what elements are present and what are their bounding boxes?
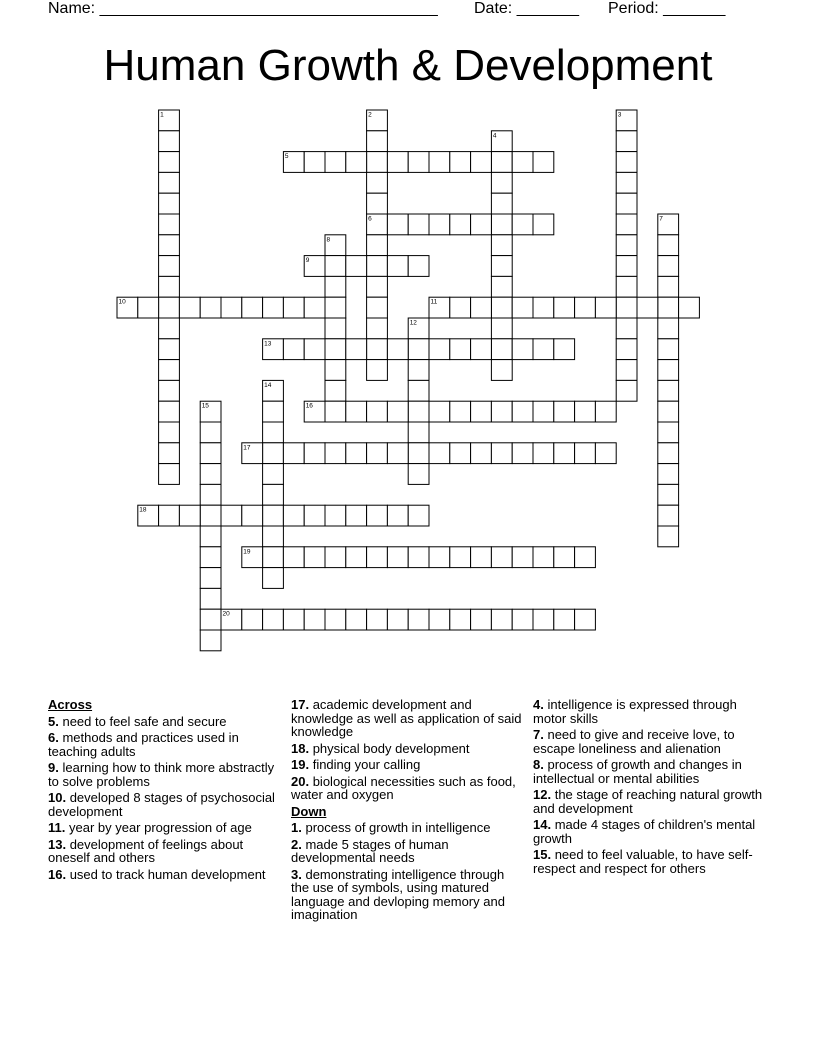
grid-cell[interactable] bbox=[283, 297, 304, 318]
grid-cell[interactable] bbox=[616, 235, 637, 256]
grid-cell[interactable] bbox=[159, 505, 180, 526]
grid-cell[interactable] bbox=[533, 609, 554, 630]
grid-cell[interactable] bbox=[575, 547, 596, 568]
grid-cell[interactable] bbox=[325, 276, 346, 297]
grid-cell[interactable] bbox=[346, 547, 367, 568]
clue-across-20: 20. biological necessities such as food, water and oxygen bbox=[291, 773, 516, 802]
grid-cell[interactable] bbox=[346, 401, 367, 422]
grid-cell[interactable] bbox=[429, 339, 450, 360]
grid-cell[interactable] bbox=[554, 547, 575, 568]
grid-cell[interactable] bbox=[658, 464, 679, 485]
grid-cell[interactable] bbox=[346, 256, 367, 277]
grid-cell[interactable] bbox=[263, 568, 284, 589]
grid-cell[interactable] bbox=[387, 256, 408, 277]
grid-cell[interactable] bbox=[616, 360, 637, 381]
grid-number: 3 bbox=[617, 111, 622, 119]
grid-cell[interactable] bbox=[616, 172, 637, 193]
grid-cell[interactable] bbox=[512, 443, 533, 464]
grid-cell[interactable] bbox=[304, 609, 325, 630]
grid-cell[interactable] bbox=[429, 443, 450, 464]
grid-cell[interactable] bbox=[367, 131, 388, 152]
down-heading: Down bbox=[291, 803, 327, 819]
name-field[interactable]: Name: ______________________________________ bbox=[48, 0, 438, 17]
grid-cell[interactable] bbox=[491, 339, 512, 360]
grid-cell[interactable] bbox=[616, 214, 637, 235]
grid-cell[interactable] bbox=[575, 297, 596, 318]
clue-down-2: 2. made 5 stages of human developmental needs bbox=[291, 836, 449, 865]
grid-number: 9 bbox=[305, 257, 310, 265]
clue-across-6: 6. methods and practices used in teaching adults bbox=[48, 730, 239, 759]
grid-number: 4 bbox=[492, 132, 497, 140]
grid-number: 17 bbox=[243, 444, 251, 452]
grid-cell[interactable] bbox=[304, 152, 325, 173]
grid-cell[interactable] bbox=[658, 484, 679, 505]
grid-cell[interactable] bbox=[450, 339, 471, 360]
grid-cell[interactable] bbox=[491, 609, 512, 630]
grid-cell[interactable] bbox=[533, 443, 554, 464]
grid-cell[interactable] bbox=[429, 214, 450, 235]
grid-cell[interactable] bbox=[450, 609, 471, 630]
grid-cell[interactable] bbox=[512, 152, 533, 173]
grid-cell[interactable] bbox=[200, 297, 221, 318]
grid-cell[interactable] bbox=[554, 609, 575, 630]
grid-cell[interactable] bbox=[491, 297, 512, 318]
grid-cell[interactable] bbox=[200, 588, 221, 609]
grid-cell[interactable] bbox=[159, 380, 180, 401]
grid-cell[interactable] bbox=[491, 276, 512, 297]
grid-cell[interactable] bbox=[159, 297, 180, 318]
grid-cell[interactable] bbox=[346, 609, 367, 630]
clue-down-4: 4. intelligence is expressed through motor skills bbox=[533, 697, 737, 726]
grid-number: 15 bbox=[201, 402, 209, 410]
clue-down-14: 14. made 4 stages of children's mental growth bbox=[533, 817, 756, 846]
date-field[interactable]: Date: _______ bbox=[474, 0, 579, 17]
grid-cell[interactable] bbox=[408, 256, 429, 277]
grid-cell[interactable] bbox=[658, 526, 679, 547]
grid-cell[interactable] bbox=[263, 422, 284, 443]
grid-cell[interactable] bbox=[159, 339, 180, 360]
grid-cell[interactable] bbox=[533, 297, 554, 318]
grid-cell[interactable] bbox=[429, 152, 450, 173]
grid-cell[interactable] bbox=[408, 443, 429, 464]
grid-cell[interactable] bbox=[179, 297, 200, 318]
grid-number: 12 bbox=[409, 319, 417, 327]
grid-cell[interactable] bbox=[533, 547, 554, 568]
grid-cell[interactable] bbox=[387, 505, 408, 526]
grid-number: 19 bbox=[243, 548, 251, 556]
grid-cell[interactable] bbox=[283, 339, 304, 360]
clue-across-5: 5. need to feel safe and secure bbox=[48, 713, 227, 729]
grid-cell[interactable] bbox=[658, 401, 679, 422]
grid-number: 10 bbox=[118, 298, 126, 306]
grid-cell[interactable] bbox=[325, 547, 346, 568]
clue-column-3 bbox=[533, 698, 765, 878]
grid-cell[interactable] bbox=[637, 297, 658, 318]
grid-cell[interactable] bbox=[471, 547, 492, 568]
across-heading: Across bbox=[48, 697, 93, 712]
clue-down-8: 8. process of growth and changes in intellectual or mental abilities bbox=[533, 757, 742, 786]
grid-cell[interactable] bbox=[159, 360, 180, 381]
grid-cell[interactable] bbox=[367, 172, 388, 193]
grid-cell[interactable] bbox=[471, 609, 492, 630]
grid-cell[interactable] bbox=[387, 152, 408, 173]
grid-cell[interactable] bbox=[263, 484, 284, 505]
grid-cell[interactable] bbox=[471, 214, 492, 235]
grid-cell[interactable] bbox=[304, 339, 325, 360]
grid-cell[interactable] bbox=[471, 443, 492, 464]
grid-cell[interactable] bbox=[554, 401, 575, 422]
grid-cell[interactable] bbox=[221, 297, 242, 318]
grid-cell[interactable] bbox=[512, 339, 533, 360]
clue-down-15: 15. need to feel valuable, to have self-respect and respect for others bbox=[533, 847, 753, 876]
grid-cell[interactable] bbox=[367, 505, 388, 526]
grid-cell[interactable] bbox=[658, 297, 679, 318]
grid-cell[interactable] bbox=[491, 235, 512, 256]
grid-cell[interactable] bbox=[450, 443, 471, 464]
grid-cell[interactable] bbox=[325, 401, 346, 422]
grid-cell[interactable] bbox=[200, 443, 221, 464]
grid-cell[interactable] bbox=[283, 609, 304, 630]
grid-cell[interactable] bbox=[200, 422, 221, 443]
grid-cell[interactable] bbox=[200, 568, 221, 589]
grid-number: 13 bbox=[264, 340, 272, 348]
grid-number: 18 bbox=[139, 506, 147, 514]
grid-cell[interactable] bbox=[159, 276, 180, 297]
grid-cell[interactable] bbox=[658, 422, 679, 443]
grid-cell[interactable] bbox=[658, 505, 679, 526]
grid-cell[interactable] bbox=[159, 152, 180, 173]
grid-cell[interactable] bbox=[616, 152, 637, 173]
clue-column-2 bbox=[291, 698, 523, 925]
grid-cell[interactable] bbox=[658, 380, 679, 401]
grid-cell[interactable] bbox=[304, 505, 325, 526]
grid-cell[interactable] bbox=[616, 276, 637, 297]
grid-cell[interactable] bbox=[491, 172, 512, 193]
grid-cell[interactable] bbox=[138, 297, 159, 318]
grid-cell[interactable] bbox=[491, 193, 512, 214]
grid-cell[interactable] bbox=[533, 214, 554, 235]
grid-cell[interactable] bbox=[263, 443, 284, 464]
grid-cell[interactable] bbox=[346, 443, 367, 464]
grid-cell[interactable] bbox=[616, 131, 637, 152]
clue-column-1 bbox=[48, 698, 280, 884]
grid-cell[interactable] bbox=[512, 609, 533, 630]
grid-cell[interactable] bbox=[367, 193, 388, 214]
grid-cell[interactable] bbox=[367, 235, 388, 256]
grid-cell[interactable] bbox=[471, 297, 492, 318]
grid-cell[interactable] bbox=[658, 318, 679, 339]
grid-cell[interactable] bbox=[450, 297, 471, 318]
grid-cell[interactable] bbox=[408, 152, 429, 173]
grid-cell[interactable] bbox=[346, 152, 367, 173]
grid-cell[interactable] bbox=[346, 339, 367, 360]
grid-cell[interactable] bbox=[159, 443, 180, 464]
grid-cell[interactable] bbox=[263, 547, 284, 568]
grid-cell[interactable] bbox=[263, 464, 284, 485]
grid-cell[interactable] bbox=[304, 443, 325, 464]
grid-number: 14 bbox=[264, 381, 272, 389]
grid-cell[interactable] bbox=[512, 297, 533, 318]
grid-cell[interactable] bbox=[616, 256, 637, 277]
grid-cell[interactable] bbox=[512, 401, 533, 422]
clue-across-13: 13. development of feelings about oneself and others bbox=[48, 836, 244, 865]
grid-cell[interactable] bbox=[429, 401, 450, 422]
grid-cell[interactable] bbox=[658, 235, 679, 256]
grid-cell[interactable] bbox=[304, 297, 325, 318]
grid-cell[interactable] bbox=[408, 380, 429, 401]
grid-cell[interactable] bbox=[658, 443, 679, 464]
grid-cell[interactable] bbox=[533, 152, 554, 173]
grid-cell[interactable] bbox=[408, 547, 429, 568]
grid-cell[interactable] bbox=[159, 401, 180, 422]
grid-cell[interactable] bbox=[533, 401, 554, 422]
clue-across-10: 10. developed 8 stages of psychosocial development bbox=[48, 790, 275, 819]
grid-cell[interactable] bbox=[491, 360, 512, 381]
grid-cell[interactable] bbox=[491, 152, 512, 173]
grid-cell[interactable] bbox=[679, 297, 700, 318]
grid-cell[interactable] bbox=[159, 464, 180, 485]
grid-cell[interactable] bbox=[595, 443, 616, 464]
grid-cell[interactable] bbox=[325, 360, 346, 381]
grid-cell[interactable] bbox=[283, 505, 304, 526]
grid-cell[interactable] bbox=[283, 443, 304, 464]
grid-cell[interactable] bbox=[450, 401, 471, 422]
grid-cell[interactable] bbox=[159, 131, 180, 152]
grid-cell[interactable] bbox=[263, 609, 284, 630]
grid-cell[interactable] bbox=[387, 609, 408, 630]
grid-cell[interactable] bbox=[450, 214, 471, 235]
grid-cell[interactable] bbox=[325, 256, 346, 277]
grid-cell[interactable] bbox=[658, 276, 679, 297]
grid-cell[interactable] bbox=[491, 547, 512, 568]
grid-cell[interactable] bbox=[200, 526, 221, 547]
grid-cell[interactable] bbox=[408, 360, 429, 381]
grid-cell[interactable] bbox=[367, 276, 388, 297]
grid-number: 20 bbox=[222, 610, 230, 618]
grid-cell[interactable] bbox=[263, 505, 284, 526]
period-field[interactable]: Period: _______ bbox=[608, 0, 726, 17]
grid-cell[interactable] bbox=[159, 172, 180, 193]
grid-cell[interactable] bbox=[554, 443, 575, 464]
grid-cell[interactable] bbox=[263, 526, 284, 547]
grid-cell[interactable] bbox=[616, 380, 637, 401]
grid-cell[interactable] bbox=[408, 401, 429, 422]
grid-cell[interactable] bbox=[658, 360, 679, 381]
grid-cell[interactable] bbox=[471, 401, 492, 422]
grid-cell[interactable] bbox=[408, 339, 429, 360]
grid-cell[interactable] bbox=[367, 318, 388, 339]
grid-cell[interactable] bbox=[616, 318, 637, 339]
grid-cell[interactable] bbox=[595, 401, 616, 422]
grid-cell[interactable] bbox=[200, 609, 221, 630]
grid-cell[interactable] bbox=[512, 214, 533, 235]
grid-cell[interactable] bbox=[200, 464, 221, 485]
grid-cell[interactable] bbox=[367, 443, 388, 464]
grid-cell[interactable] bbox=[159, 235, 180, 256]
grid-cell[interactable] bbox=[304, 547, 325, 568]
grid-cell[interactable] bbox=[387, 214, 408, 235]
grid-cell[interactable] bbox=[200, 547, 221, 568]
grid-number: 6 bbox=[368, 215, 372, 223]
grid-cell[interactable] bbox=[346, 505, 367, 526]
grid-cell[interactable] bbox=[471, 152, 492, 173]
grid-cell[interactable] bbox=[242, 609, 263, 630]
grid-cell[interactable] bbox=[325, 380, 346, 401]
grid-cell[interactable] bbox=[367, 339, 388, 360]
grid-cell[interactable] bbox=[491, 256, 512, 277]
grid-cell[interactable] bbox=[408, 214, 429, 235]
grid-cell[interactable] bbox=[159, 256, 180, 277]
grid-number: 2 bbox=[368, 111, 372, 119]
grid-cell[interactable] bbox=[200, 630, 221, 651]
grid-cell[interactable] bbox=[616, 297, 637, 318]
clue-down-12: 12. the stage of reaching natural growth and development bbox=[533, 787, 763, 816]
grid-cell[interactable] bbox=[387, 443, 408, 464]
grid-cell[interactable] bbox=[450, 547, 471, 568]
grid-cell[interactable] bbox=[387, 547, 408, 568]
grid-cell[interactable] bbox=[491, 318, 512, 339]
grid-cell[interactable] bbox=[450, 152, 471, 173]
clue-across-11: 11. year by year progression of age bbox=[48, 820, 252, 835]
grid-cell[interactable] bbox=[242, 505, 263, 526]
grid-cell[interactable] bbox=[367, 152, 388, 173]
grid-cell[interactable] bbox=[554, 339, 575, 360]
grid-cell[interactable] bbox=[491, 443, 512, 464]
grid-cell[interactable] bbox=[575, 609, 596, 630]
grid-number: 16 bbox=[305, 402, 313, 410]
grid-cell[interactable] bbox=[179, 505, 200, 526]
grid-cell[interactable] bbox=[408, 505, 429, 526]
grid-cell[interactable] bbox=[283, 547, 304, 568]
grid-cell[interactable] bbox=[159, 422, 180, 443]
grid-cell[interactable] bbox=[491, 401, 512, 422]
clue-down-1: 1. process of growth in intelligence bbox=[291, 820, 491, 835]
grid-cell[interactable] bbox=[263, 297, 284, 318]
clue-across-9: 9. learning how to think more abstractly to solve problems bbox=[48, 760, 275, 789]
puzzle-title: Human Growth & Development bbox=[103, 41, 713, 90]
grid-cell[interactable] bbox=[533, 339, 554, 360]
grid-cell[interactable] bbox=[367, 547, 388, 568]
grid-cell[interactable] bbox=[554, 297, 575, 318]
grid-number: 11 bbox=[430, 298, 438, 306]
grid-number: 7 bbox=[659, 215, 663, 223]
grid-cell[interactable] bbox=[325, 505, 346, 526]
grid-cell[interactable] bbox=[429, 547, 450, 568]
grid-cell[interactable] bbox=[367, 609, 388, 630]
grid-cell[interactable] bbox=[512, 547, 533, 568]
grid-cell[interactable] bbox=[367, 256, 388, 277]
grid-number: 8 bbox=[326, 236, 331, 244]
grid-cell[interactable] bbox=[367, 360, 388, 381]
grid-cell[interactable] bbox=[367, 297, 388, 318]
grid-cell[interactable] bbox=[325, 318, 346, 339]
clue-across-19: 19. finding your calling bbox=[291, 757, 421, 772]
grid-cell[interactable] bbox=[242, 297, 263, 318]
grid-cell[interactable] bbox=[159, 214, 180, 235]
grid-cell[interactable] bbox=[471, 339, 492, 360]
grid-cell[interactable] bbox=[491, 214, 512, 235]
grid-cell[interactable] bbox=[263, 401, 284, 422]
grid-cell[interactable] bbox=[159, 318, 180, 339]
clue-across-18: 18. physical body development bbox=[291, 740, 470, 756]
grid-cell[interactable] bbox=[408, 422, 429, 443]
grid-number: 5 bbox=[284, 153, 289, 161]
grid-cell[interactable] bbox=[221, 505, 242, 526]
grid-cell[interactable] bbox=[408, 464, 429, 485]
grid-cell[interactable] bbox=[658, 256, 679, 277]
grid-cell[interactable] bbox=[387, 401, 408, 422]
grid-cell[interactable] bbox=[200, 505, 221, 526]
grid-cell[interactable] bbox=[429, 609, 450, 630]
grid-cell[interactable] bbox=[387, 339, 408, 360]
grid-cell[interactable] bbox=[325, 297, 346, 318]
clue-down-3: 3. demonstrating intelligence through the use of symbols, using matured language and devloping memory and imagination bbox=[291, 866, 505, 922]
grid-cell[interactable] bbox=[325, 609, 346, 630]
grid-cell[interactable] bbox=[325, 443, 346, 464]
grid-cell[interactable] bbox=[325, 339, 346, 360]
clue-across-17: 17. academic development and knowledge as well as application of said knowledge bbox=[291, 697, 522, 739]
grid-cell[interactable] bbox=[575, 401, 596, 422]
grid-cell[interactable] bbox=[616, 339, 637, 360]
grid-cell[interactable] bbox=[367, 401, 388, 422]
grid-number: 1 bbox=[160, 111, 164, 119]
grid-cell[interactable] bbox=[616, 193, 637, 214]
clue-down-7: 7. need to give and receive love, to escape loneliness and alienation bbox=[533, 727, 735, 756]
grid-cell[interactable] bbox=[658, 339, 679, 360]
grid-cell[interactable] bbox=[200, 484, 221, 505]
grid-cell[interactable] bbox=[325, 152, 346, 173]
grid-cell[interactable] bbox=[575, 443, 596, 464]
clue-across-16: 16. used to track human development bbox=[48, 866, 266, 882]
grid-cell[interactable] bbox=[408, 609, 429, 630]
grid-cell[interactable] bbox=[159, 193, 180, 214]
grid-cell[interactable] bbox=[595, 297, 616, 318]
